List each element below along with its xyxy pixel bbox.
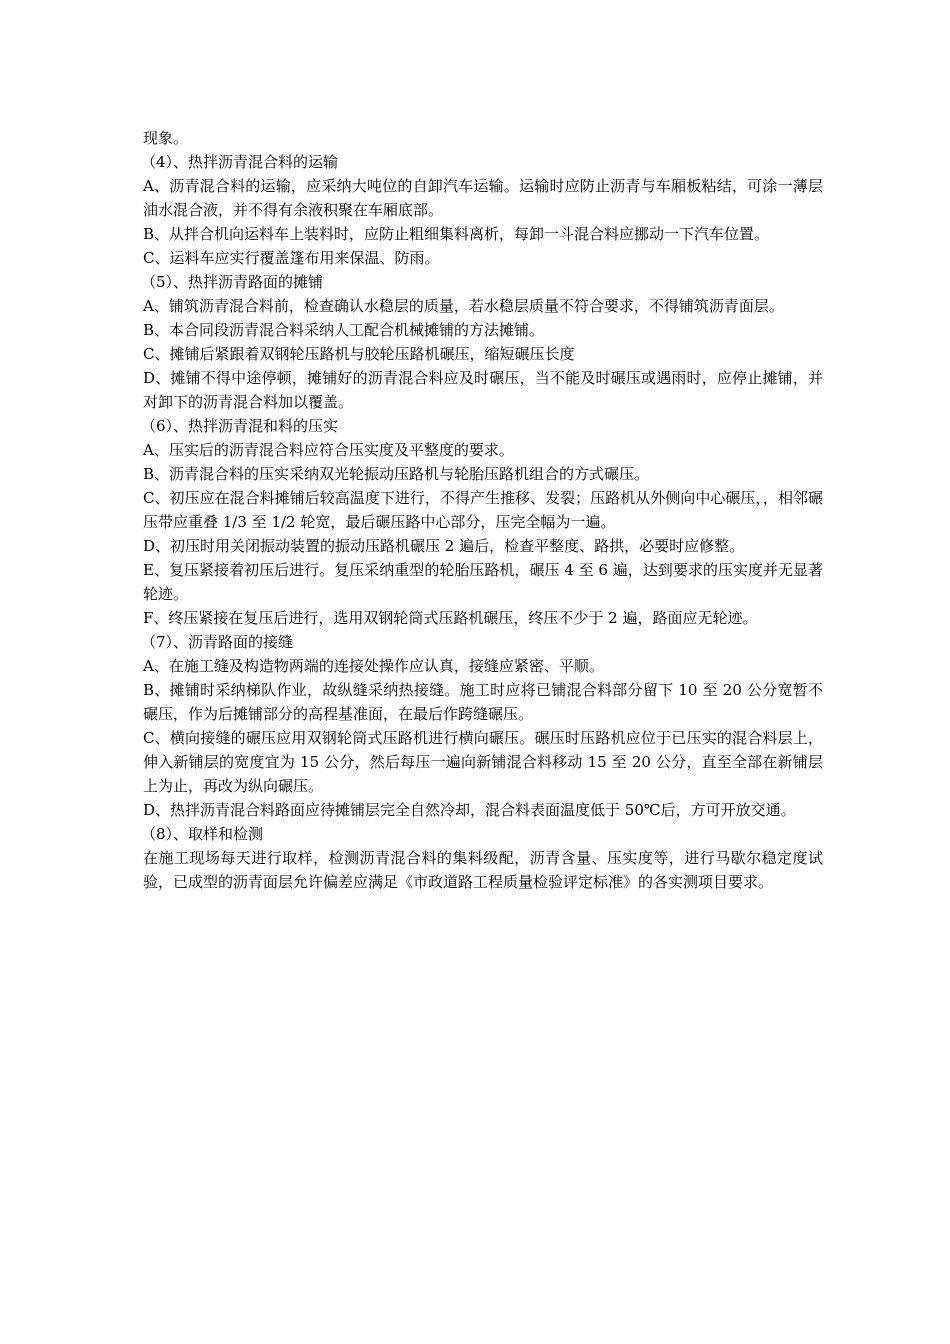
paragraph: D、热拌沥青混合料路面应待摊铺层完全自然冷却，混合料表面温度低于 50℃后，方可开放交通。	[143, 801, 796, 819]
section-heading: （8）、取样和检测	[141, 825, 264, 843]
section-heading: （5）、热拌沥青路面的摊铺	[141, 273, 324, 291]
paragraph: A、压实后的沥青混合料应符合压实度及平整度的要求。	[143, 441, 514, 459]
paragraph: B、沥青混合料的压实采纳双光轮振动压路机与轮胎压路机组合的方式碾压。	[143, 465, 650, 483]
paragraph: B、从拌合机向运料车上装料时，应防止粗细集料离析，每卸一斗混合料应挪动一下汽车位置。	[143, 225, 770, 243]
paragraph: C、运料车应实行覆盖篷布用来保温、防雨。	[143, 249, 440, 267]
paragraph: 在施工现场每天进行取样，检测沥青混合料的集料级配，沥青含量、压实度等，进行马歇尔稳定度试验，已成型的沥青面层允许偏差应满足《市政道路工程质量检验评定标准》的各实测项目要求。	[143, 849, 823, 891]
paragraph: D、摊铺不得中途停顿，摊铺好的沥青混合料应及时碾压，当不能及时碾压或遇雨时，应停止摊铺，并对卸下的沥青混合料加以覆盖。	[143, 369, 823, 411]
paragraph: A、沥青混合料的运输，应采纳大吨位的自卸汽车运输。运输时应防止沥青与车厢板粘结，可涂一薄层油水混合液，并不得有余液积聚在车厢底部。	[143, 177, 823, 219]
paragraph: D、初压时用关闭振动装置的振动压路机碾压 2 遍后，检查平整度、路拱，必要时应修整。	[143, 537, 745, 555]
paragraph: F、终压紧接在复压后进行，选用双钢轮筒式压路机碾压，终压不少于 2 遍，路面应无轮迹。	[143, 609, 758, 627]
paragraph: A、在施工缝及构造物两端的连接处操作应认真，接缝应紧密、平顺。	[143, 657, 604, 675]
section-heading: （7）、沥青路面的接缝	[141, 633, 294, 651]
section-heading: （6）、热拌沥青混和料的压实	[141, 417, 339, 435]
document-body	[143, 126, 823, 894]
paragraph: B、摊铺时采纳梯队作业，故纵缝采纳热接缝。施工时应将已铺混合料部分留下 10 至 20 公分宽暂不碾压，作为后摊铺部分的高程基准面，在最后作跨缝碾压。	[143, 681, 823, 723]
section-heading: （4）、热拌沥青混合料的运输	[141, 153, 339, 171]
paragraph: A、铺筑沥青混合料前，检查确认水稳层的质量，若水稳层质量不符合要求，不得铺筑沥青面层。	[143, 297, 784, 315]
paragraph: B、本合同段沥青混合料采纳人工配合机械摊铺的方法摊铺。	[143, 321, 545, 339]
paragraph: C、横向接缝的碾压应用双钢轮筒式压路机进行横向碾压。碾压时压路机应位于已压实的混合料层上，伸入新铺层的宽度宜为 15 公分，然后每压一遍向新铺混合料移动 15 至 20 公分，直至全部在新铺层上为止，再改为纵向碾压。	[143, 729, 823, 795]
paragraph: C、初压应在混合料摊铺后较高温度下进行，不得产生推移、发裂；压路机从外侧向中心碾压，，相邻碾压带应重叠 1/3 至 1/2 轮宽，最后碾压路中心部分，压完全幅为一遍。	[143, 489, 823, 531]
paragraph: C、摊铺后紧跟着双钢轮压路机与胶轮压路机碾压，缩短碾压长度	[143, 345, 575, 363]
paragraph: E、复压紧接着初压后进行。复压采纳重型的轮胎压路机，碾压 4 至 6 遍，达到要求的压实度并无显著轮迹。	[143, 561, 823, 603]
paragraph: 现象。	[143, 129, 189, 147]
